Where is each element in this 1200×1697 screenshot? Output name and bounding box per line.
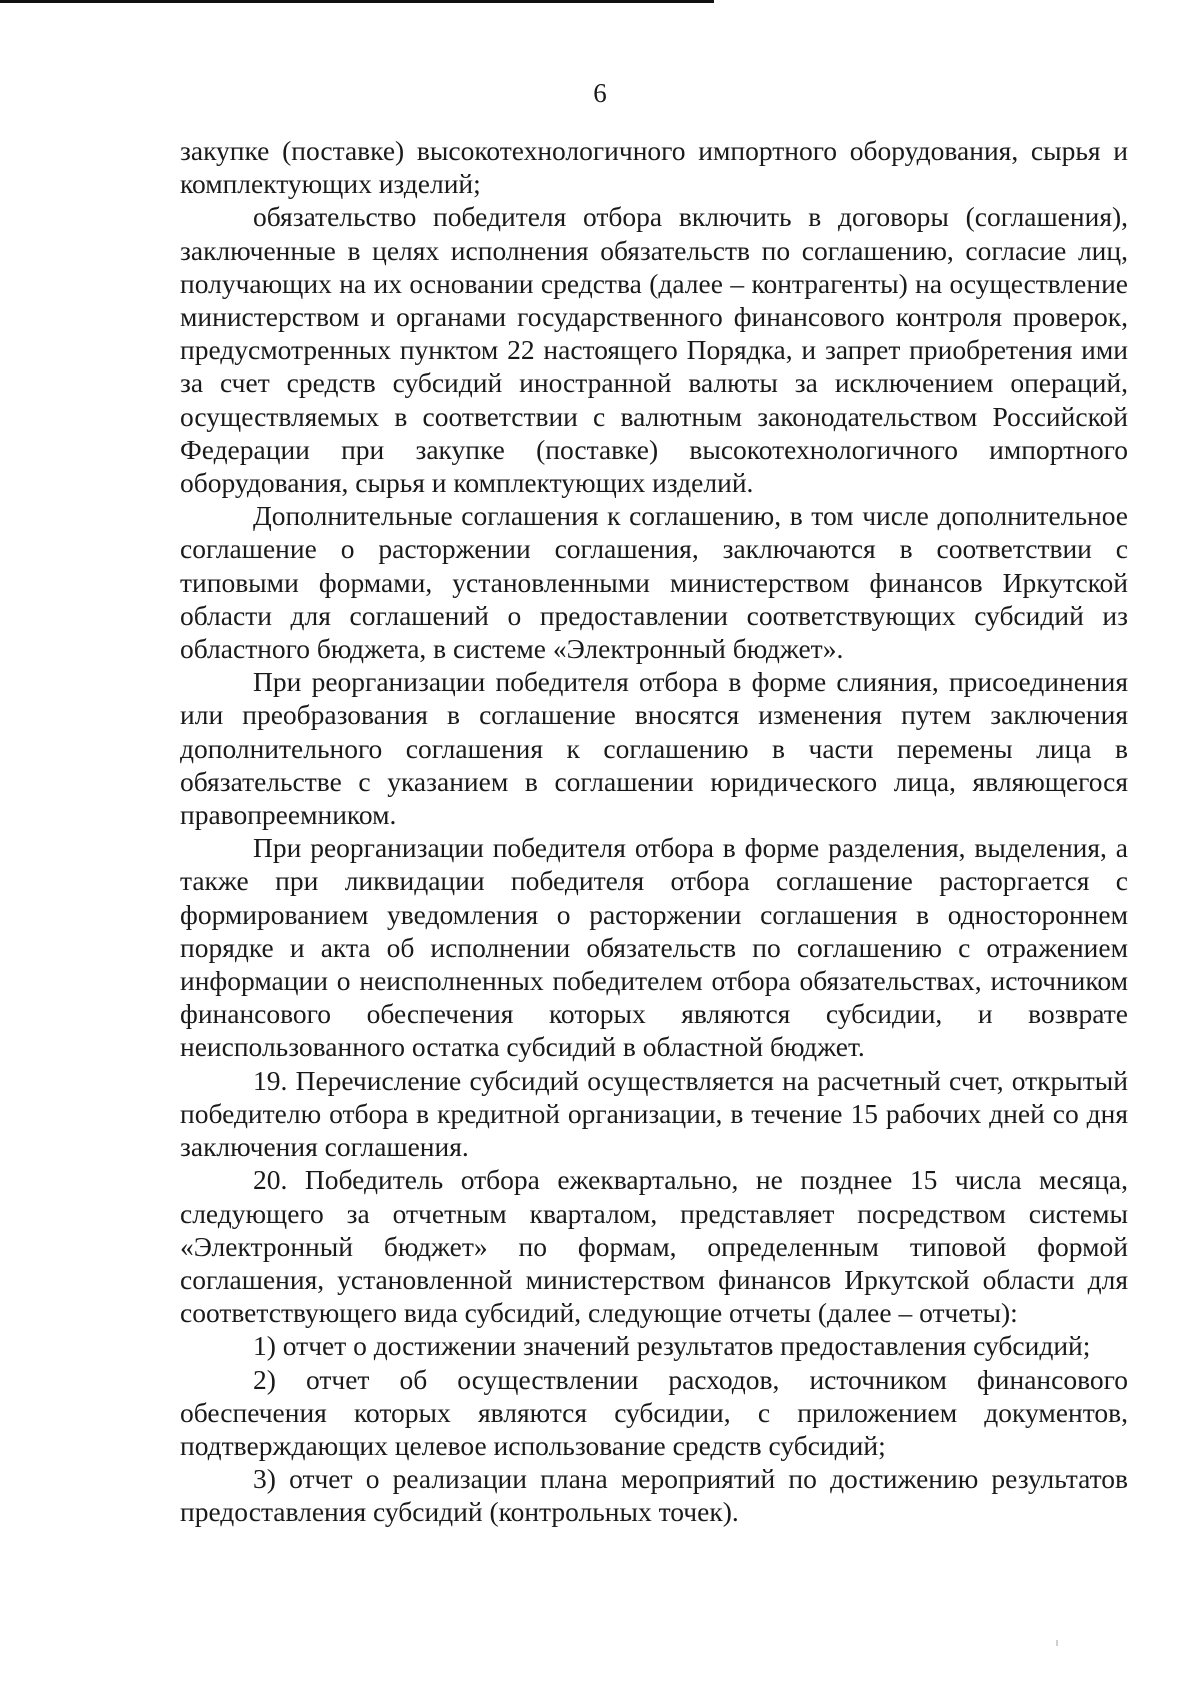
- paragraph-clause-20: 20. Победитель отбора ежеквартально, не позднее 15 числа месяца, следующего за отчетным кварталом, представляет посредством системы «Электронный бюджет» по формам, определенным типовой формой соглашения, установленной министерством финансов Иркутской области для соответствующего вида субсидий, следующие отчеты (далее – отчеты):: [180, 1164, 1128, 1329]
- list-item-report-2: 2) отчет об осуществлении расходов, источником финансового обеспечения которых являются субсидии, с приложением документов, подтверждающих целевое использование средств субсидий;: [180, 1363, 1128, 1461]
- paragraph-reorganization-merger: При реорганизации победителя отбора в форме слияния, присоединения или преобразования в соглашение вносятся изменения путем заключения дополнительного соглашения к соглашению в части перемены лица в обязательстве с указанием в соглашении юридического лица, являющегося правопреемником.: [180, 666, 1128, 831]
- paragraph-reorganization-division: При реорганизации победителя отбора в форме разделения, выделения, а также при ликвидации победителя отбора соглашение расторгается с формированием уведомления о расторжении соглашения в одностороннем порядке и акта об исполнении обязательств по соглашению с отражением информации о неисполненных победителем отбора обязательствах, источником финансового обеспечения которых являются субсидии, и возврате неиспользованного остатка субсидий в областной бюджет.: [180, 832, 1128, 1063]
- paragraph-clause-19: 19. Перечисление субсидий осуществляется на расчетный счет, открытый победителю отбора в кредитной организации, в течение 15 рабочих дней со дня заключения соглашения.: [180, 1064, 1128, 1163]
- list-item-report-1: 1) отчет о достижении значений результатов предоставления субсидий;: [253, 1330, 1091, 1362]
- paragraph-additional-agreements: Дополнительные соглашения к соглашению, в том числе дополнительное соглашение о расторжении соглашения, заключаются в соответствии с типовыми формами, установленными министерством финансов Иркутской области для соглашений о предоставлении соответствующих субсидий из областного бюджета, в системе «Электронный бюджет».: [180, 500, 1128, 665]
- scan-artifact: [1056, 1640, 1058, 1646]
- document-body: [180, 134, 1128, 1529]
- paragraph-winner-obligation: обязательство победителя отбора включить в договоры (соглашения), заключенные в целях исполнения обязательств по соглашению, согласие лиц, получающих на их основании средства (далее – контрагенты) на осуществление министерством и органами государственного финансового контроля проверок, предусмотренных пунктом 22 настоящего Порядка, и запрет приобретения ими за счет средств субсидий иностранной валюты за исключением операций, осуществляемых в соответствии с валютным законодательством Российской Федерации при закупке (поставке) высокотехнологичного импортного оборудования, сырья и комплектующих изделий.: [180, 201, 1128, 499]
- page-number: 6: [593, 78, 607, 108]
- list-item-report-3: 3) отчет о реализации плана мероприятий по достижению результатов предоставления субсидий (контрольных точек).: [180, 1463, 1128, 1528]
- paragraph-procurement-tail: закупке (поставке) высокотехнологичного импортного оборудования, сырья и комплектующих изделий;: [180, 135, 1128, 200]
- top-border-line: [0, 0, 714, 3]
